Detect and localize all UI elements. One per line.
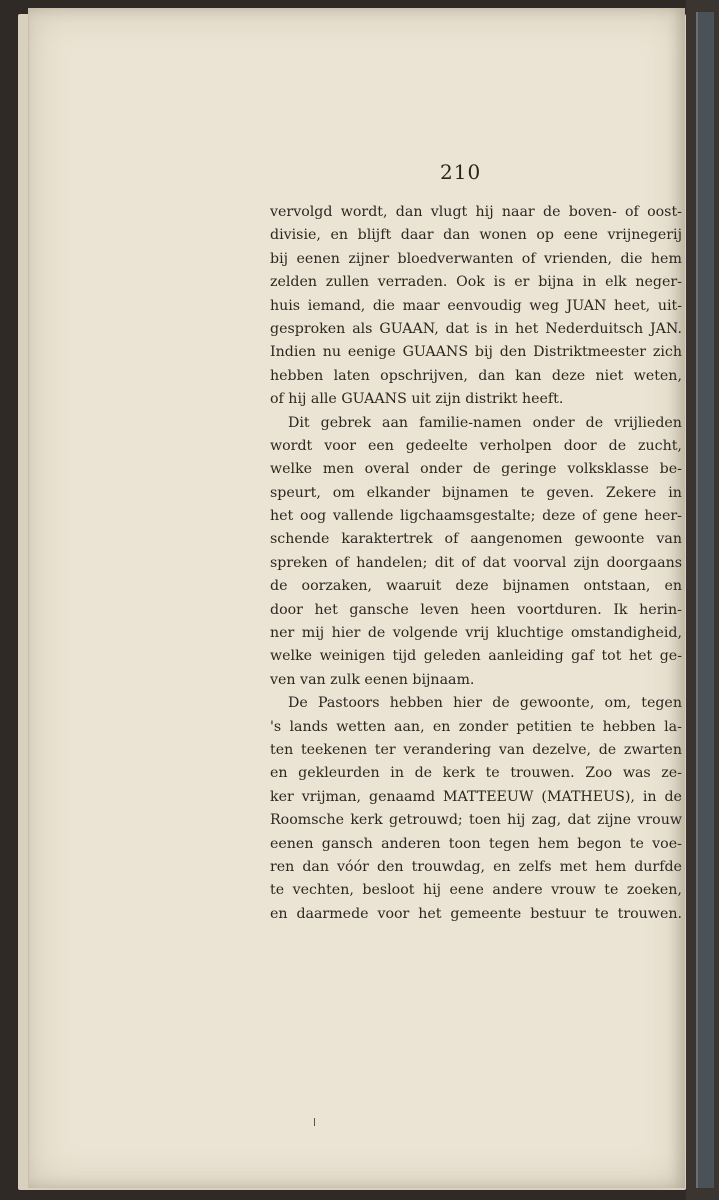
text-line: en gekleurden in de kerk te trouwen. Zoo was ze- [270,765,682,782]
scanner-edge-tab [696,12,714,1188]
text-line: De Pastoors hebben hier de gewoonte, om, tegen [288,695,682,712]
text-line: Roomsche kerk getrouwd; toen hij zag, dat zijne vrouw [270,812,682,829]
text-line: ten teekenen ter verandering van dezelve, de zwarten [270,741,682,758]
text-line: hebben laten opschrijven, dan kan deze niet weten, [270,367,682,384]
body-text [270,201,682,926]
text-line: wordt voor een gedeelte verholpen door de zucht, [270,437,682,454]
text-line: huis iemand, die maar eenvoudig weg JUAN heet, uit- [270,297,682,314]
scanner-edge-strip [686,0,719,1200]
text-line: de oorzaken, waaruit deze bijnamen ontstaan, en [270,578,682,595]
text-line: te vechten, besloot hij eene andere vrouw te zoeken, [270,882,682,899]
paragraph-3 [270,692,682,926]
page-number: 210 [440,160,482,184]
text-line: 's lands wetten aan, en zonder petitien te hebben la- [270,718,682,735]
text-line: divisie, en blijft daar dan wonen op eene vrijnegerij [270,227,682,244]
paper-mark [314,1118,315,1126]
text-line: ner mij hier de volgende vrij kluchtige omstandigheid, [270,625,682,642]
text-line: eenen gansch anderen toon tegen hem begon te voe- [270,835,682,852]
text-line: welke men overal onder de geringe volksklasse be- [270,461,682,478]
text-line: door het gansche leven heen voortduren. Ik herin- [270,601,682,618]
text-line: schende karaktertrek of aangenomen gewoonte van [270,531,682,548]
text-line: speurt, om elkander bijnamen te geven. Zekere in [270,484,682,501]
text-line: of hij alle GUAANS uit zijn distrikt heeft. [270,391,564,408]
text-line: ven van zulk eenen bijnaam. [270,671,475,688]
text-line: en daarmede voor het gemeente bestuur te trouwen. [270,905,682,922]
paragraph-2 [270,412,682,693]
text-line: gesproken als GUAAN, dat is in het Nederduitsch JAN. [270,320,682,337]
text-line: Indien nu eenige GUAANS bij den Distriktmeester zich [270,344,682,361]
text-line: vervolgd wordt, dan vlugt hij naar de boven- of oost- [270,204,682,220]
paragraph-1 [270,201,682,412]
text-line: welke weinigen tijd geleden aanleiding gaf tot het ge- [270,648,682,665]
text-line: spreken of handelen; dit of dat voorval zijn doorgaans [270,554,682,571]
text-line: bij eenen zijner bloedverwanten of vrienden, die hem [270,250,682,267]
text-line: ren dan vóór den trouwdag, en zelfs met hem durfde [270,858,682,875]
text-line: ker vrijman, genaamd MATTEEUW (MATHEUS), in de [270,788,682,805]
text-line: het oog vallende ligchaamsgestalte; deze of gene heer- [270,508,682,525]
text-line: Dit gebrek aan familie-namen onder de vrijlieden [288,414,682,431]
text-line: zelden zullen verraden. Ook is er bijna in elk neger- [270,274,682,291]
